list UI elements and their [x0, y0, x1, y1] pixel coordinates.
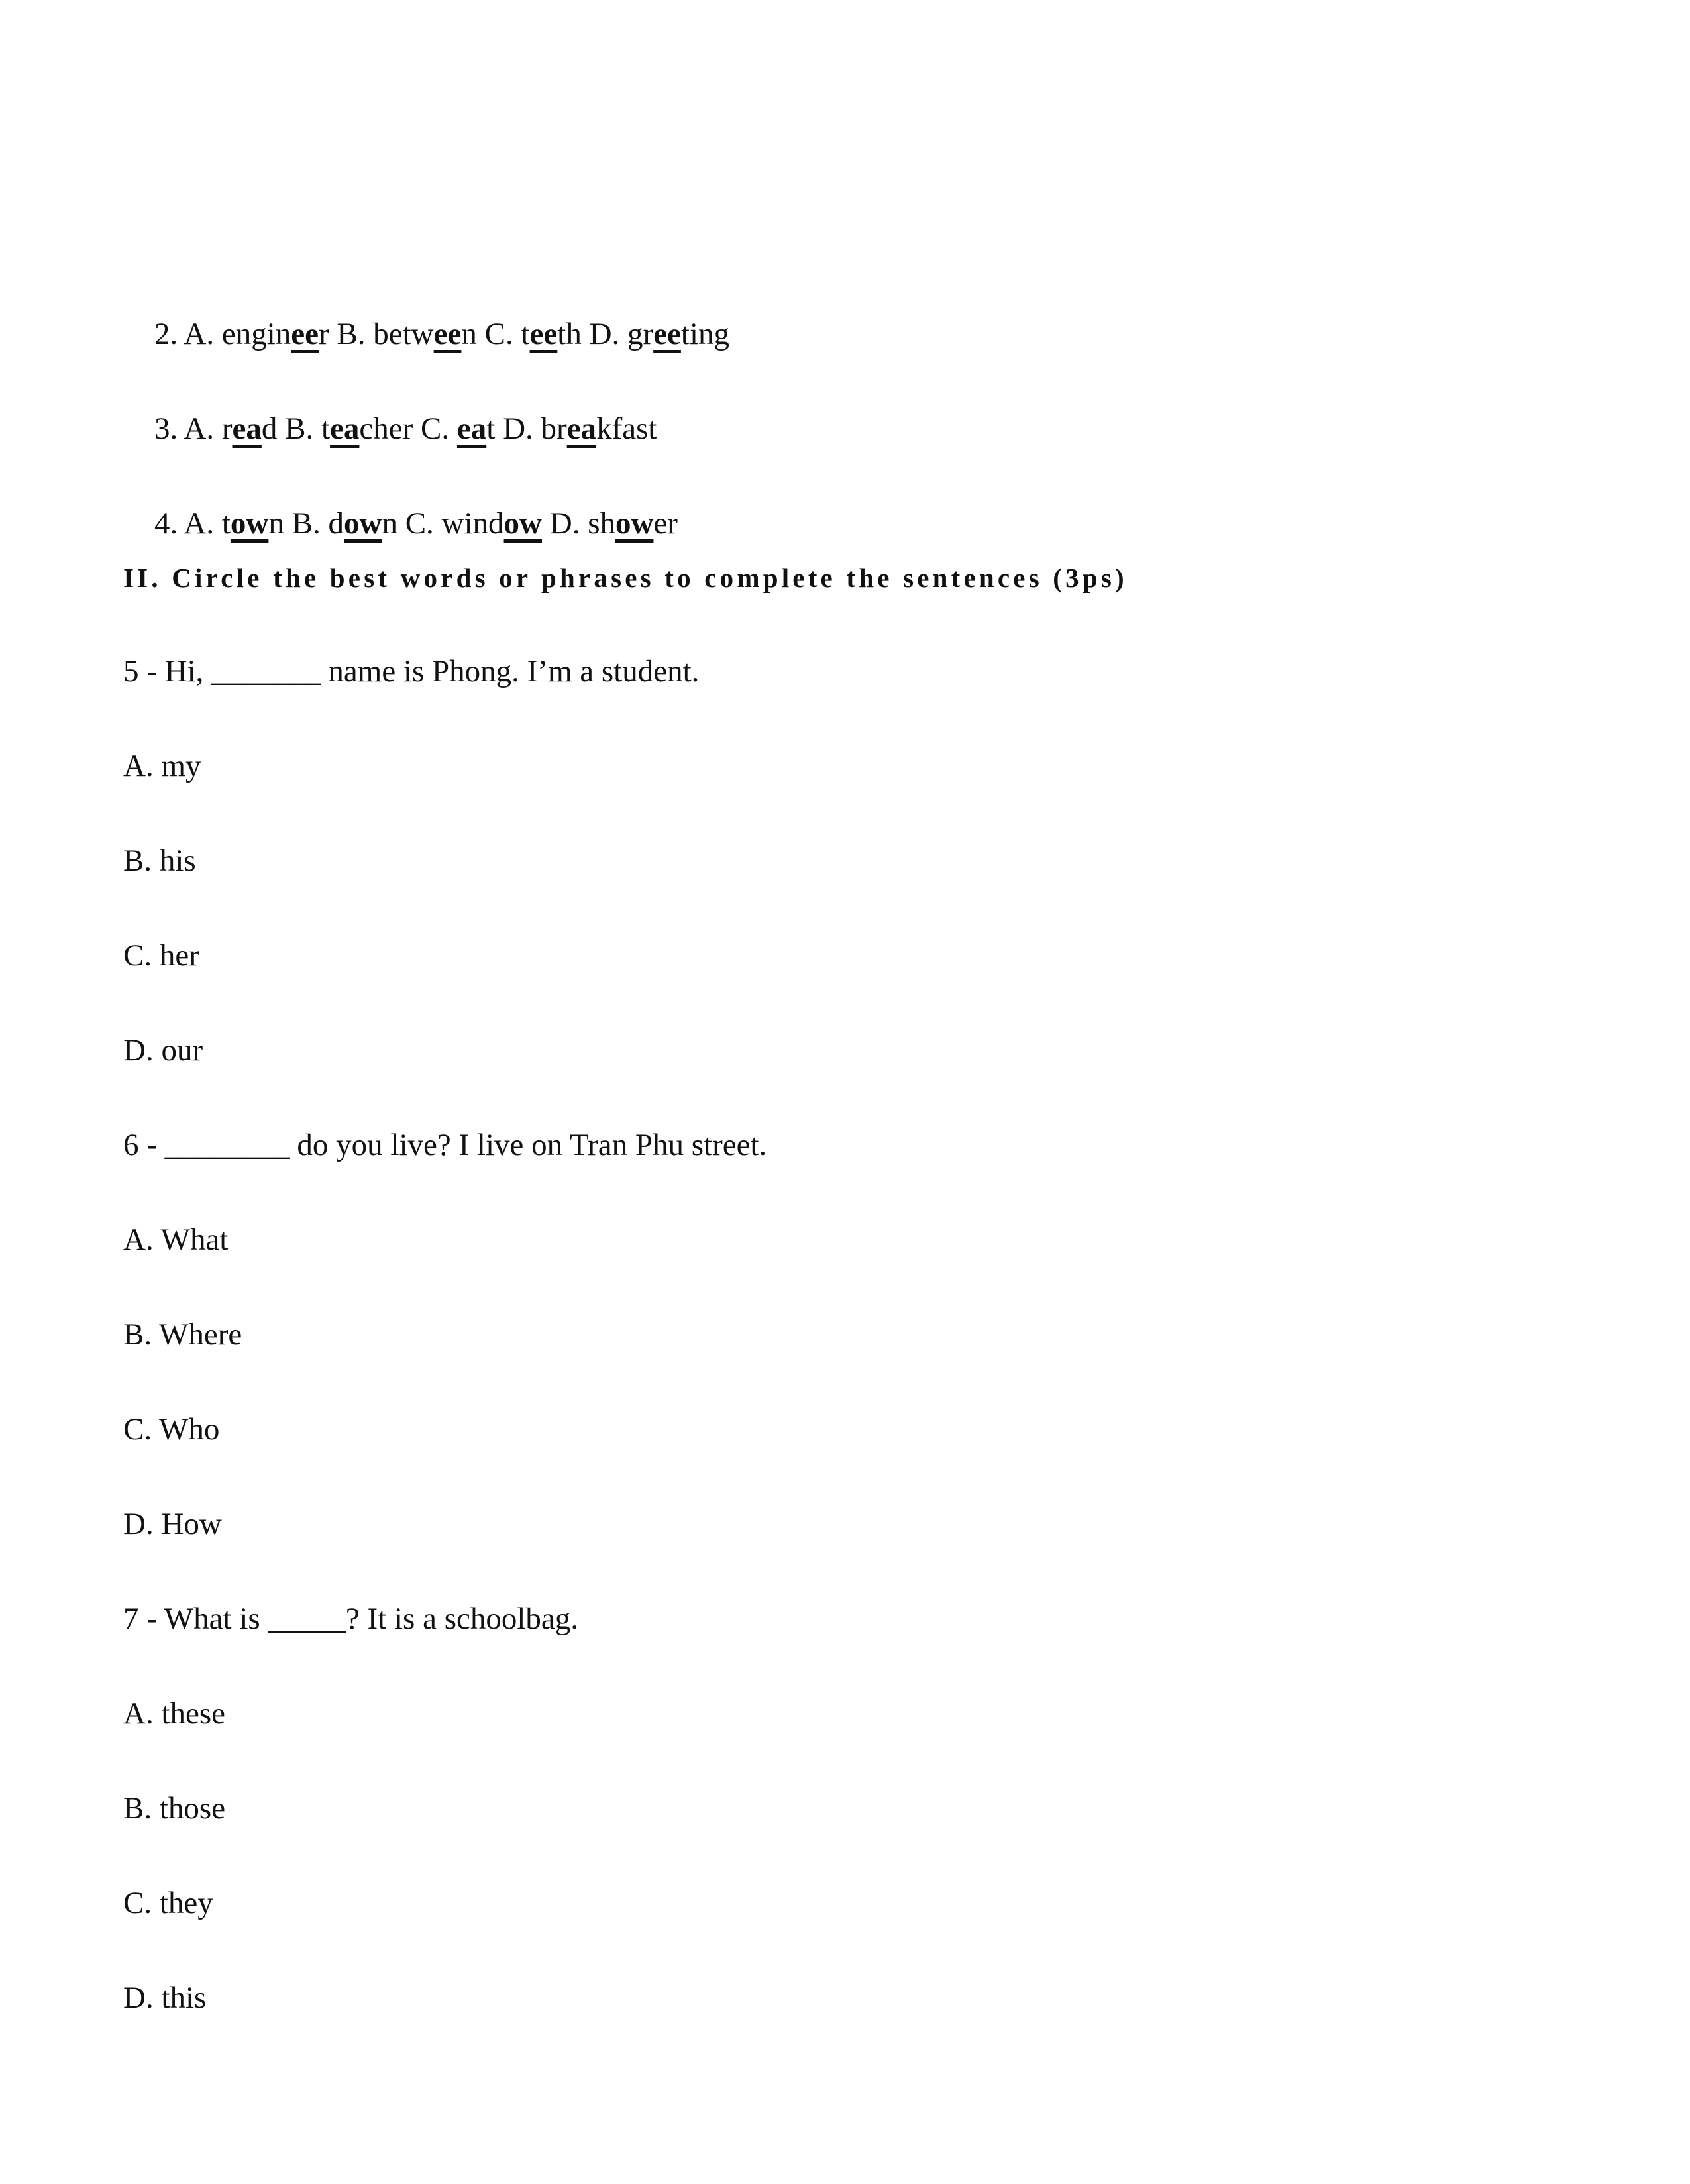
q4-part-8: er: [653, 506, 678, 541]
q3-part-2: d B. t: [261, 411, 331, 446]
q2-part-0: 2. A. engin: [154, 317, 291, 351]
q3-part-4: cher C.: [359, 411, 457, 446]
q4-underlined-letters-d: ow: [615, 506, 654, 541]
question-5-option-a: A. my: [123, 749, 201, 783]
question-7-option-c: C. they: [123, 1886, 213, 1920]
q2-underlined-letters-c: ee: [529, 317, 558, 351]
q4-part-2: n B. d: [268, 506, 344, 541]
q3-underlined-letters-a: ea: [232, 411, 262, 446]
q4-underlined-letters-a: ow: [230, 506, 269, 541]
question-6-option-a: A. What: [123, 1223, 229, 1257]
question-5-option-d: D. our: [123, 1033, 203, 1067]
question-6-option-d: D. How: [123, 1507, 222, 1541]
q2-part-6: th D. gr: [557, 317, 654, 351]
q3-part-0: 3. A. r: [154, 411, 233, 446]
q3-underlined-letters-d: ea: [566, 411, 597, 446]
q4-underlined-letters-b: ow: [343, 506, 382, 541]
q2-part-4: n C. t: [461, 317, 530, 351]
q3-part-6: t D. br: [486, 411, 567, 446]
question-6-option-c: C. Who: [123, 1412, 220, 1447]
question-6-stem: 6 - ________ do you live? I live on Tran Phu street.: [123, 1128, 767, 1162]
question-7-option-a: A. these: [123, 1696, 226, 1731]
q3-underlined-letters-b: ea: [330, 411, 360, 446]
question-5-option-c: C. her: [123, 938, 199, 973]
question-6-option-b: B. Where: [123, 1317, 242, 1352]
q2-part-2: r B. betw: [319, 317, 434, 351]
question-7-option-d: D. this: [123, 1981, 207, 2015]
q4-part-0: 4. A. t: [154, 506, 231, 541]
q4-underlined-letters-c: ow: [503, 506, 542, 541]
q3-underlined-letters-c: ea: [456, 411, 487, 446]
q2-underlined-letters-d: ee: [653, 317, 681, 351]
q2-underlined-letters-b: ee: [433, 317, 462, 351]
q2-underlined-letters-a: ee: [291, 317, 319, 351]
q3-part-8: kfast: [596, 411, 657, 446]
question-5-option-b: B. his: [123, 844, 196, 878]
q4-part-4: n C. wind: [382, 506, 504, 541]
section-heading: II. Circle the best words or phrases to complete the sentences (3ps): [123, 563, 1128, 593]
question-7-stem: 7 - What is _____? It is a schoolbag.: [123, 1602, 579, 1636]
q2-part-8: ting: [680, 317, 730, 351]
question-7-option-b: B. those: [123, 1791, 226, 1826]
question-5-stem: 5 - Hi, _______ name is Phong. I’m a student.: [123, 654, 700, 688]
q4-part-6: D. sh: [542, 506, 615, 541]
